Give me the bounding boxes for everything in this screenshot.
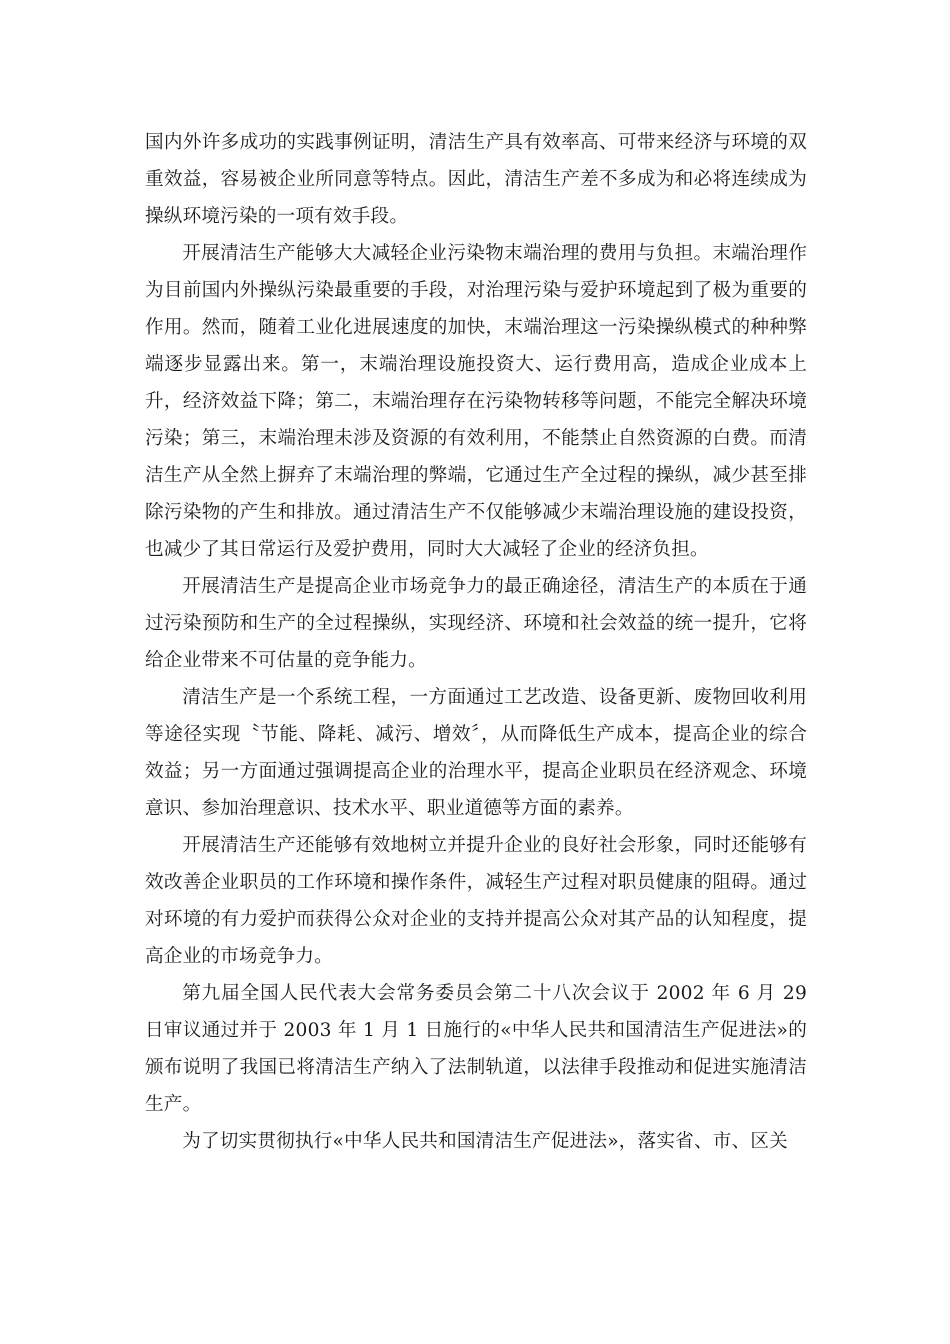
document-body bbox=[145, 124, 807, 1160]
paragraph-4: 清洁生产是一个系统工程，一方面通过工艺改造、设备更新、废物回收利用等途径实现〝节能、降耗、减污、增效〞，从而降低生产成本，提高企业的综合效益；另一方面通过强调提高企业的治理水平，提高企业职员在经济观念、环境意识、参加治理意识、技术水平、职业道德等方面的素养。 bbox=[145, 687, 807, 819]
paragraph-2: 开展清洁生产能够大大减轻企业污染物末端治理的费用与负担。末端治理作为目前国内外操纵污染最重要的手段，对治理污染与爱护环境起到了极为重要的作用。然而，随着工业化进展速度的加快，末端治理这一污染操纵模式的种种弊端逐步显露出来。第一，末端治理设施投资大、运行费用高，造成企业成本上升，经济效益下降；第二，末端治理存在污染物转移等问题，不能完全解决环境污染；第三，末端治理未涉及资源的有效利用，不能禁止自然资源的白费。而清洁生产从全然上摒弃了末端治理的弊端，它通过生产全过程的操纵，减少甚至排除污染物的产生和排放。通过清洁生产不仅能够减少末端治理设施的建设投资，也减少了其日常运行及爱护费用，同时大大减轻了企业的经济负担。 bbox=[145, 243, 807, 560]
paragraph-7: 为了切实贯彻执行«中华人民共和国清洁生产促进法»，落实省、市、区关 bbox=[182, 1131, 788, 1152]
paragraph-5: 开展清洁生产还能够有效地树立并提升企业的良好社会形象，同时还能够有效改善企业职员的工作环境和操作条件，减轻生产过程对职员健康的阻碍。通过对环境的有力爱护而获得公众对企业的支持并提高公众对其产品的认知程度，提高企业的市场竞争力。 bbox=[145, 835, 807, 967]
paragraph-6: 第九届全国人民代表大会常务委员会第二十八次会议于 2002 年 6 月 29 日审议通过并于 2003 年 1 月 1 日施行的«中华人民共和国清洁生产促进法»的颁布说明了我国已将清洁生产纳入了法制轨道，以法律手段推动和促进实施清洁生产。 bbox=[145, 983, 807, 1115]
paragraph-3: 开展清洁生产是提高企业市场竞争力的最正确途径，清洁生产的本质在于通过污染预防和生产的全过程操纵，实现经济、环境和社会效益的统一提升，它将给企业带来不可估量的竞争能力。 bbox=[145, 576, 807, 671]
paragraph-1: 国内外许多成功的实践事例证明，清洁生产具有效率高、可带来经济与环境的双重效益，容易被企业所同意等特点。因此，清洁生产差不多成为和必将连续成为操纵环境污染的一项有效手段。 bbox=[145, 132, 807, 227]
